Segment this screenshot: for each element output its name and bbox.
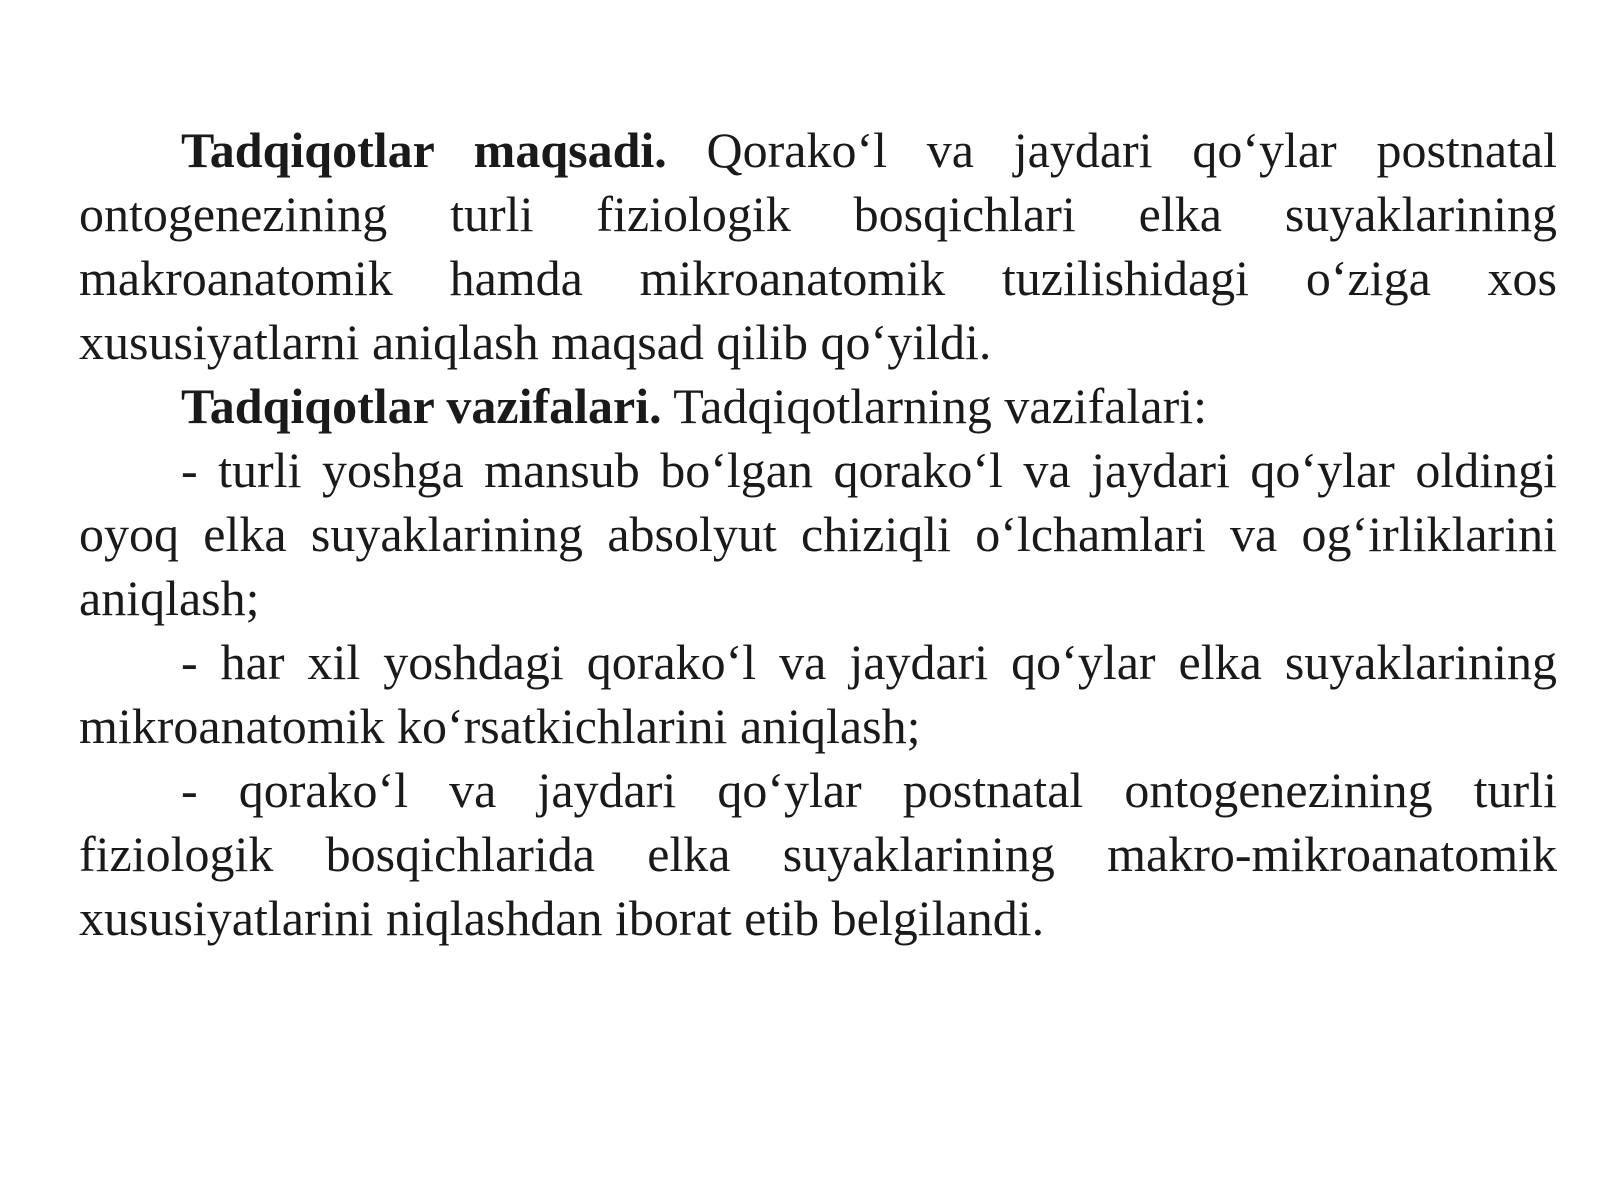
task-item-3-text: - qorako‘l va jaydari qo‘ylar postnatal ontogenezining turli fiziologik bosqichlarida elka suyaklarining makro-mikroanatomik xususiyatlarini niqlashdan iborat etib belgilandi. xyxy=(79,762,1557,946)
task-item-1-text: - turli yoshga mansub bo‘lgan qorako‘l va jaydari qo‘ylar oldingi oyoq elka suyaklarining absolyut chiziqli o‘lchamlari va og‘irliklarini aniqlash; xyxy=(79,442,1557,626)
goal-heading: Tadqiqotlar maqsadi. xyxy=(181,122,667,178)
tasks-intro-text: Tadqiqotlarning vazifalari: xyxy=(661,378,1208,434)
task-item-1 xyxy=(79,438,1557,630)
task-item-2 xyxy=(79,630,1557,758)
paragraph-goal xyxy=(79,118,1557,374)
tasks-heading: Tadqiqotlar vazifalari. xyxy=(181,378,662,434)
goal-text: Qorako‘l va jaydari qo‘ylar postnatal ontogenezining turli fiziologik bosqichlari elka suyaklarining makroanatomik hamda mikroanatomik tuzilishidagi o‘ziga xos xususiyatlarni aniqlash maqsad qilib qo‘yildi. xyxy=(79,122,1557,370)
text-body xyxy=(79,118,1557,950)
paragraph-tasks xyxy=(79,374,1557,438)
task-item-3 xyxy=(79,758,1557,950)
task-item-2-text: - har xil yoshdagi qorako‘l va jaydari qo‘ylar elka suyaklarining mikroanatomik ko‘rsatkichlarini aniqlash; xyxy=(79,634,1557,754)
